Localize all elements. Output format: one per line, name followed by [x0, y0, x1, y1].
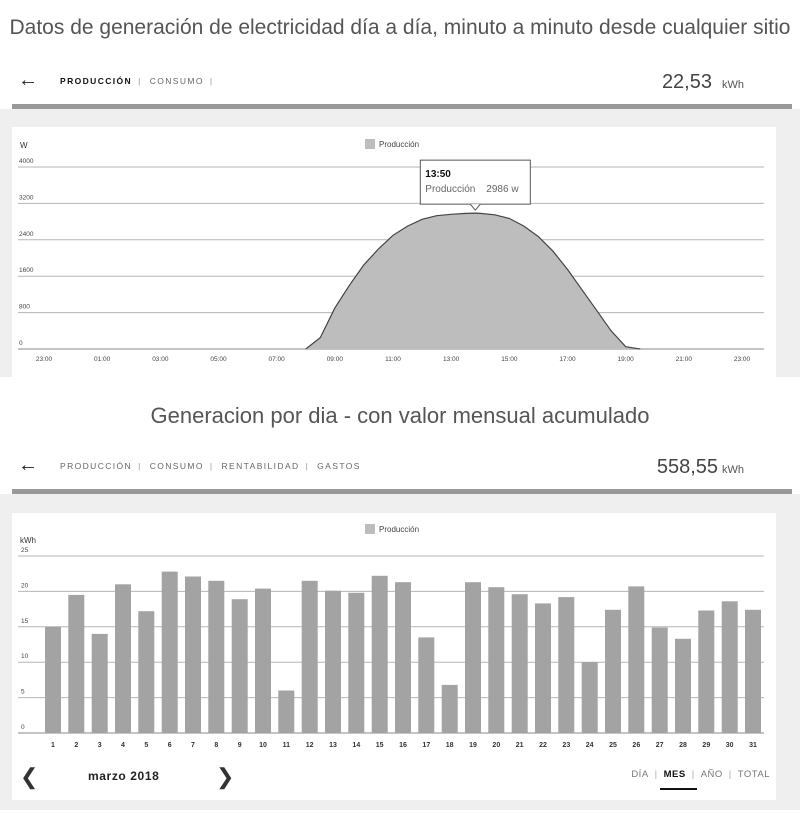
- month-navigation: [12, 760, 776, 794]
- y-tick-label: 4000: [19, 158, 34, 165]
- x-tick-label: 28: [679, 742, 687, 749]
- x-tick-label: 21:00: [675, 356, 692, 363]
- tab-separator: |: [138, 461, 142, 471]
- tab-bar-top: [60, 76, 222, 86]
- x-tick-label: 29: [702, 742, 711, 749]
- area-chart: [12, 127, 776, 377]
- x-tick-label: 1: [51, 742, 55, 749]
- legend-label: Producción: [379, 140, 420, 149]
- tab-separator: |: [305, 461, 310, 471]
- daily-total: [662, 71, 744, 94]
- tab-separator: |: [138, 76, 142, 86]
- monthly-total: [657, 456, 744, 479]
- bar: [115, 584, 131, 733]
- bar: [722, 601, 738, 733]
- bar: [535, 603, 551, 733]
- tooltip-value: 2986 w: [486, 184, 519, 196]
- x-tick-label: 15:00: [501, 356, 518, 363]
- y-tick-label: 5: [21, 688, 25, 696]
- area-chart-panel: [12, 127, 776, 377]
- bar: [45, 627, 61, 733]
- daily-total-unit: kWh: [722, 79, 744, 91]
- tab-produccion[interactable]: PRODUCCIÓN: [60, 76, 133, 86]
- x-tick-label: 23:00: [35, 356, 53, 363]
- bar: [232, 599, 248, 733]
- bar: [442, 685, 458, 733]
- period-separator: |: [728, 769, 732, 780]
- monthly-total-unit: kWh: [722, 464, 744, 476]
- bar: [325, 591, 341, 733]
- bar: [582, 662, 598, 733]
- y-tick-label: 800: [19, 303, 30, 311]
- back-arrow-icon[interactable]: ←: [18, 454, 38, 476]
- bar: [162, 572, 178, 733]
- bar: [652, 628, 668, 734]
- y-tick-label: 25: [21, 547, 29, 554]
- headline-bottom: Generacion por dia - con valor mensual acumulado: [150, 403, 650, 428]
- x-tick-label: 20: [492, 742, 501, 749]
- legend: [365, 524, 419, 534]
- tooltip-box: [420, 160, 530, 204]
- legend-label: Producción: [379, 525, 420, 534]
- chevron-right-icon[interactable]: ❯: [216, 764, 235, 789]
- headline-top: Datos de generación de electricidad día a día, minuto a minuto desde cualquier sitio: [9, 16, 791, 39]
- legend-swatch: [365, 524, 375, 534]
- x-tick-label: 17:00: [559, 356, 576, 363]
- legend-swatch: [365, 139, 375, 149]
- tab-bar-bottom: [60, 461, 367, 471]
- period-selector: [625, 769, 776, 780]
- bar-chart: [12, 513, 776, 758]
- bar: [278, 691, 294, 734]
- y-tick-label: 15: [21, 617, 29, 625]
- y-tick-label: 10: [21, 653, 29, 661]
- x-tick-label: 18: [445, 742, 454, 749]
- x-tick-label: 10: [259, 742, 267, 749]
- y-tick-label: 2400: [19, 230, 34, 238]
- bar: [92, 634, 108, 733]
- x-tick-label: 05:00: [210, 356, 227, 363]
- bar: [488, 587, 504, 733]
- bar: [138, 611, 154, 733]
- tab-produccion[interactable]: PRODUCCIÓN: [60, 461, 133, 471]
- tab-gastos[interactable]: GASTOS: [317, 461, 361, 471]
- tooltip-pointer: [470, 204, 480, 210]
- area-fill: [306, 213, 640, 349]
- bar: [558, 597, 574, 733]
- x-tick-label: 26: [632, 742, 641, 749]
- chevron-left-icon[interactable]: ❮: [20, 764, 39, 789]
- x-tick-label: 22: [539, 742, 547, 749]
- x-tick-label: 12: [305, 742, 314, 749]
- x-tick-label: 2: [74, 742, 79, 749]
- bar: [465, 582, 481, 733]
- x-tick-label: 09:00: [326, 356, 343, 363]
- bar: [605, 610, 621, 733]
- x-tick-label: 25: [609, 742, 617, 749]
- bar: [628, 586, 644, 733]
- y-axis-label: W: [20, 141, 28, 150]
- x-tick-label: 7: [191, 742, 195, 749]
- bar: [745, 610, 761, 733]
- bar: [698, 611, 714, 734]
- x-tick-label: 01:00: [94, 356, 111, 363]
- x-tick-label: 19:00: [617, 356, 634, 363]
- bar: [512, 594, 528, 733]
- x-tick-label: 8: [214, 742, 219, 749]
- period-mes[interactable]: MES: [663, 769, 686, 780]
- y-tick-label: 20: [21, 582, 29, 590]
- legend: [365, 139, 419, 149]
- period-dia[interactable]: DÍA: [631, 769, 649, 780]
- x-tick-label: 03:00: [152, 356, 169, 363]
- bar-chart-panel: [12, 513, 776, 800]
- tab-rentabilidad[interactable]: RENTABILIDAD: [221, 461, 300, 471]
- bar: [208, 581, 224, 733]
- bar: [348, 593, 364, 733]
- x-tick-label: 23:00: [733, 356, 751, 363]
- y-tick-label: 3200: [19, 194, 34, 202]
- period-ano[interactable]: AÑO: [700, 769, 723, 780]
- bar: [675, 639, 691, 733]
- bar: [372, 576, 388, 733]
- bar: [418, 637, 434, 733]
- x-tick-label: 14: [352, 742, 361, 749]
- x-tick-label: 24: [585, 742, 594, 749]
- period-separator: |: [654, 769, 658, 780]
- x-tick-label: 13: [329, 742, 337, 749]
- x-tick-label: 6: [167, 742, 172, 749]
- x-tick-label: 5: [144, 742, 149, 749]
- x-tick-label: 27: [655, 742, 664, 749]
- bar: [185, 577, 201, 734]
- tab-consumo[interactable]: CONSUMO: [149, 76, 204, 86]
- x-tick-label: 16: [399, 742, 407, 749]
- x-tick-label: 30: [725, 742, 734, 749]
- back-arrow-icon[interactable]: ←: [18, 69, 38, 91]
- x-tick-label: 07:00: [268, 356, 285, 363]
- y-tick-label: 0: [19, 340, 23, 347]
- tab-separator: |: [209, 461, 214, 471]
- x-tick-label: 31: [749, 742, 757, 749]
- tab-consumo[interactable]: CONSUMO: [149, 461, 204, 471]
- tooltip-label: Producción: [425, 184, 476, 196]
- x-tick-label: 9: [237, 742, 242, 749]
- y-tick-label: 0: [21, 724, 25, 731]
- period-total[interactable]: TOTAL: [737, 769, 770, 780]
- x-tick-label: 21: [515, 742, 524, 749]
- x-tick-label: 13:00: [443, 356, 460, 363]
- x-tick-label: 3: [97, 742, 102, 749]
- x-tick-label: 15: [375, 742, 384, 749]
- tooltip-time: 13:50: [425, 169, 451, 181]
- period-separator: |: [691, 769, 695, 780]
- x-tick-label: 17: [422, 742, 431, 749]
- bar: [395, 582, 411, 733]
- bar: [255, 589, 271, 733]
- bar: [68, 595, 84, 733]
- daily-total-value: 22,53: [661, 71, 712, 93]
- active-period-underline: [660, 788, 697, 790]
- bar: [302, 581, 318, 733]
- x-tick-label: 11:00: [385, 356, 401, 363]
- tooltip: [420, 160, 530, 210]
- x-tick-label: 4: [121, 742, 125, 749]
- y-axis-label: kWh: [20, 536, 36, 545]
- month-label: marzo 2018: [88, 769, 160, 783]
- tab-separator: |: [209, 76, 214, 86]
- y-tick-label: 1600: [19, 267, 34, 275]
- x-tick-label: 19: [469, 742, 477, 749]
- monthly-total-value: 558,55: [656, 456, 718, 478]
- x-tick-label: 23: [562, 742, 571, 749]
- x-tick-label: 11: [282, 742, 291, 749]
